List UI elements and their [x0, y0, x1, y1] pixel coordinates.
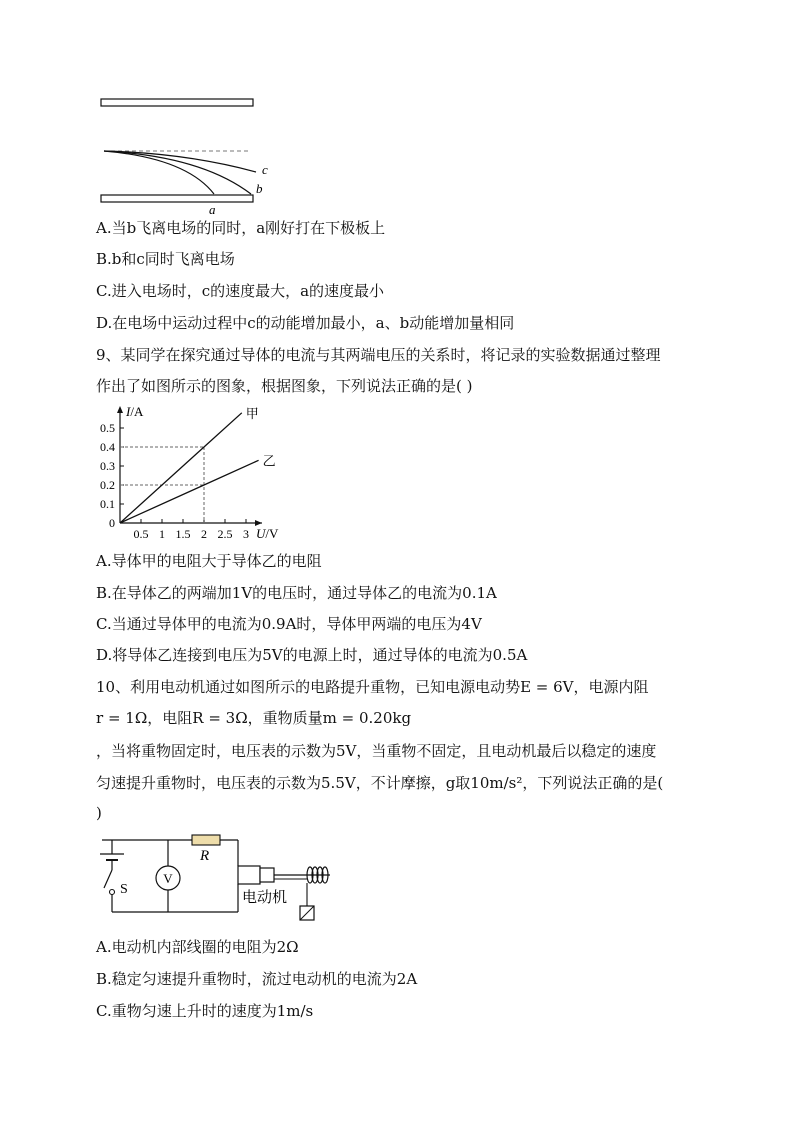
plates-trajectory-figure: [96, 96, 286, 218]
q10-option-b: B.稳定匀速提升重物时，流过电动机的电流为2A: [96, 970, 418, 988]
resistor-label: R: [200, 848, 210, 864]
q8-option-a: A.当b飞离电场的同时，a刚好打在下极板上: [96, 219, 386, 237]
iv-chart: [90, 402, 290, 542]
x-axis-label: U/V: [256, 526, 279, 541]
y-tick-label: 0: [109, 516, 115, 530]
switch-label: S: [120, 882, 128, 897]
x-tick-label: 3: [243, 527, 249, 541]
resistor: [192, 835, 220, 845]
motor-circuit-figure: [96, 830, 336, 930]
x-tick-label: 1: [159, 527, 165, 541]
q10-option-c: C.重物匀速上升时的速度为1m/s: [96, 1002, 314, 1020]
motor-end: [260, 868, 274, 882]
q8-option-b: B.b和c同时飞离电场: [96, 250, 235, 268]
series-label-2: 乙: [262, 453, 276, 469]
y-tick-label: 0.5: [100, 421, 115, 435]
q9-stem-line2: 作出了如图所示的图象，根据图象，下列说法正确的是( ): [96, 377, 473, 395]
q9-option-d: D.将导体乙连接到电压为5V的电源上时，通过导体的电流为0.5A: [96, 646, 528, 664]
label-a: a: [209, 202, 216, 217]
y-axis-arrow: [117, 406, 123, 413]
motor-body: [238, 866, 260, 884]
q9-option-c: C.当通过导体甲的电流为0.9A时，导体甲两端的电压为4V: [96, 615, 482, 633]
y-tick-label: 0.1: [100, 497, 115, 511]
series-line-1: [120, 413, 242, 523]
x-tick-label: 1.5: [175, 527, 191, 541]
q9-option-b: B.在导体乙的两端加1V的电压时，通过导体乙的电流为0.1A: [96, 584, 497, 602]
q10-line4: 匀速提升重物时，电压表的示数为5.5V，不计摩擦，g取10m/s²，下列说法正确的是(: [96, 774, 664, 792]
series-label-1: 甲: [245, 405, 259, 421]
y-tick-label: 0.2: [100, 478, 115, 492]
y-tick-label: 0.4: [100, 440, 115, 454]
lower-plate: [101, 195, 253, 202]
label-c: c: [262, 162, 268, 177]
q10-line2: r = 1Ω，电阻R = 3Ω，重物质量m = 0.20kg: [96, 709, 412, 727]
q10-option-a: A.电动机内部线圈的电阻为2Ω: [96, 938, 299, 956]
y-axis-label: I/A: [126, 404, 144, 419]
q9-option-a: A.导体甲的电阻大于导体乙的电阻: [96, 552, 322, 570]
q10-line1: 10、利用电动机通过如图所示的电路提升重物，已知电源电动势E = 6V，电源内阻: [96, 678, 649, 696]
voltmeter-label: V: [163, 871, 173, 886]
trajectory-b: [104, 151, 251, 194]
x-tick-label: 2: [201, 527, 207, 541]
q10-line5: ): [96, 804, 102, 822]
upper-plate: [101, 99, 253, 106]
label-b: b: [256, 181, 263, 196]
q8-option-c: C.进入电场时，c的速度最大，a的速度最小: [96, 282, 385, 300]
motor-label: 电动机: [242, 888, 288, 906]
q10-line3: ，当将重物固定时，电压表的示数为5V，当重物不固定，且电动机最后以稳定的速度: [96, 742, 657, 760]
switch-blade: [104, 870, 112, 888]
x-tick-label: 2.5: [217, 527, 233, 541]
q8-option-d: D.在电场中运动过程中c的动能增加最小，a、b动能增加量相同: [96, 314, 515, 332]
q9-stem-line1: 9、某同学在探究通过导体的电流与其两端电压的关系时，将记录的实验数据通过整理: [96, 346, 661, 364]
y-tick-label: 0.3: [100, 459, 115, 473]
series-line-2: [120, 460, 259, 523]
x-tick-label: 0.5: [133, 527, 149, 541]
switch-contact: [110, 890, 115, 895]
